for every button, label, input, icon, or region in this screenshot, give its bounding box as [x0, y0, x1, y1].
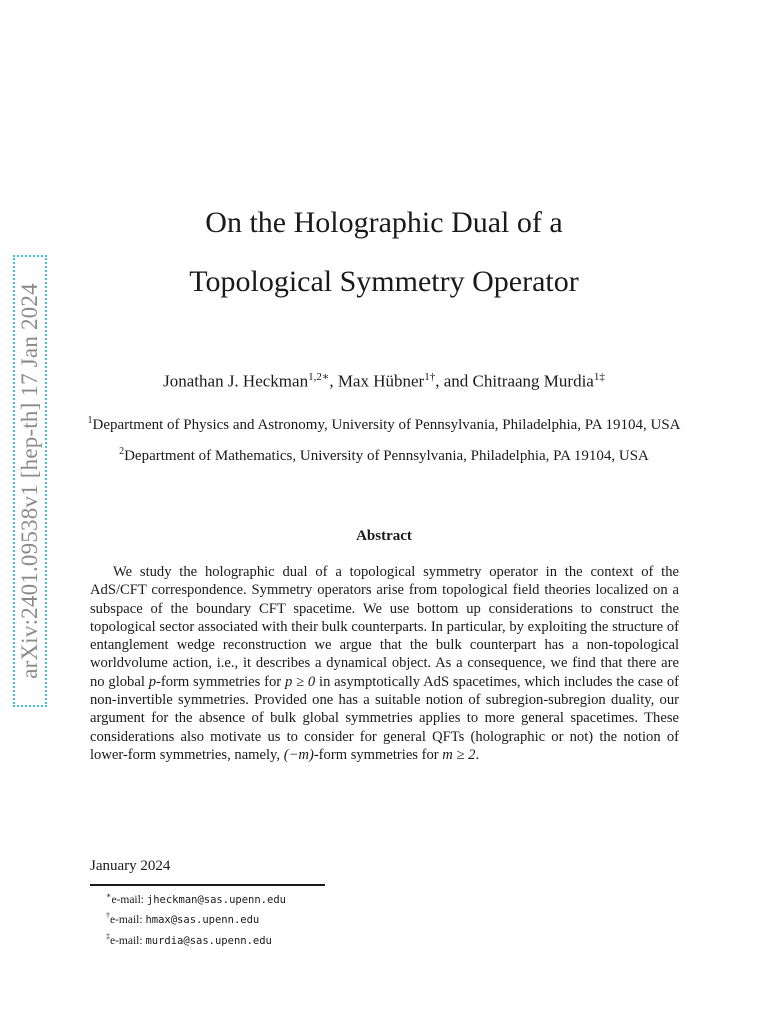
affiliation-text: Department of Mathematics, University of Pennsylvania, Philadelphia, PA 19104, USA [124, 448, 649, 464]
author-name: Jonathan J. Heckman [163, 371, 309, 391]
author-affiliation-marks: 1,2∗ [308, 371, 330, 383]
affiliation [20, 415, 748, 434]
math-minus-m: (−m) [283, 746, 314, 763]
author-name: Chitraang Murdia [472, 371, 594, 391]
footnote-label: e-mail: [110, 934, 146, 947]
abstract-text: . [475, 746, 480, 763]
math-condition-p: p ≥ 0 [284, 673, 316, 690]
email-address[interactable]: hmax@sas.upenn.edu [145, 914, 260, 927]
abstract-text: -form symmetries for [156, 673, 285, 690]
abstract-text: -form symmetries for [313, 746, 443, 763]
footnote-label: e-mail: [111, 893, 147, 906]
affiliation-marker: 2 [119, 446, 125, 457]
author-affiliation-marks: 1† [424, 371, 436, 383]
abstract-heading: Abstract [356, 528, 412, 544]
affiliation-text: Department of Physics and Astronomy, University of Pennsylvania, Philadelphia, PA 19104, USA [92, 417, 681, 433]
author-list [60, 370, 708, 392]
abstract-text: in asymptotically AdS spacetimes, which includes the case of non-invertible symmetries. Provided one has a suitable notion of subregion-subregion duality, our argument for the absence of bulk global symmetries applies to more general spacetimes. These considerations also motivate us to consider for general QFTs (holographic or not) the notion of lower-form symmetries, namely, [90, 673, 679, 763]
footnote-marker: ∗ [106, 891, 112, 900]
affiliation-marker: 1 [87, 415, 93, 426]
footnotes [106, 888, 286, 949]
paper-title-line-2: Topological Symmetry Operator [189, 265, 579, 298]
email-address[interactable]: jheckman@sas.upenn.edu [146, 893, 286, 906]
math-condition-m: m ≥ 2 [442, 746, 476, 763]
footnote [106, 888, 286, 908]
paper-title-line-1: On the Holographic Dual of a [205, 206, 563, 239]
author-separator: , and [435, 371, 473, 391]
affiliation [20, 446, 748, 465]
footnote-marker: ‡ [106, 931, 110, 941]
publication-date: January 2024 [90, 858, 171, 874]
author-name: Max Hübner [337, 371, 425, 391]
footnote [106, 908, 286, 928]
footnote-marker: † [106, 911, 110, 921]
author-affiliation-marks: 1‡ [593, 371, 605, 383]
footnote [106, 929, 286, 949]
abstract-body [90, 563, 679, 764]
footnote-rule [90, 884, 325, 886]
footnote-label: e-mail: [110, 914, 146, 927]
email-address[interactable]: murdia@sas.upenn.edu [145, 934, 272, 947]
math-p: p [148, 673, 156, 690]
author-separator: , [329, 371, 338, 391]
arxiv-stamp [13, 255, 47, 707]
arxiv-identifier: arXiv:2401.09538v1 [hep-th] 17 Jan 2024 [17, 283, 42, 679]
abstract-text: We study the holographic dual of a topological symmetry operator in the context of the AdS/CFT correspondence. Symmetry operators arise from topological field theories localized on a subspace of the boundary CFT spacetime. We use bottom up considerations to construct the topological sector associated with their bulk counterparts. In particular, by exploiting the structure of entanglement wedge reconstruction we argue that the bulk counterpart has a non-topological worldvolume action, i.e., it describes a dynamical object. As a consequence, we find that there are no global [90, 564, 679, 690]
